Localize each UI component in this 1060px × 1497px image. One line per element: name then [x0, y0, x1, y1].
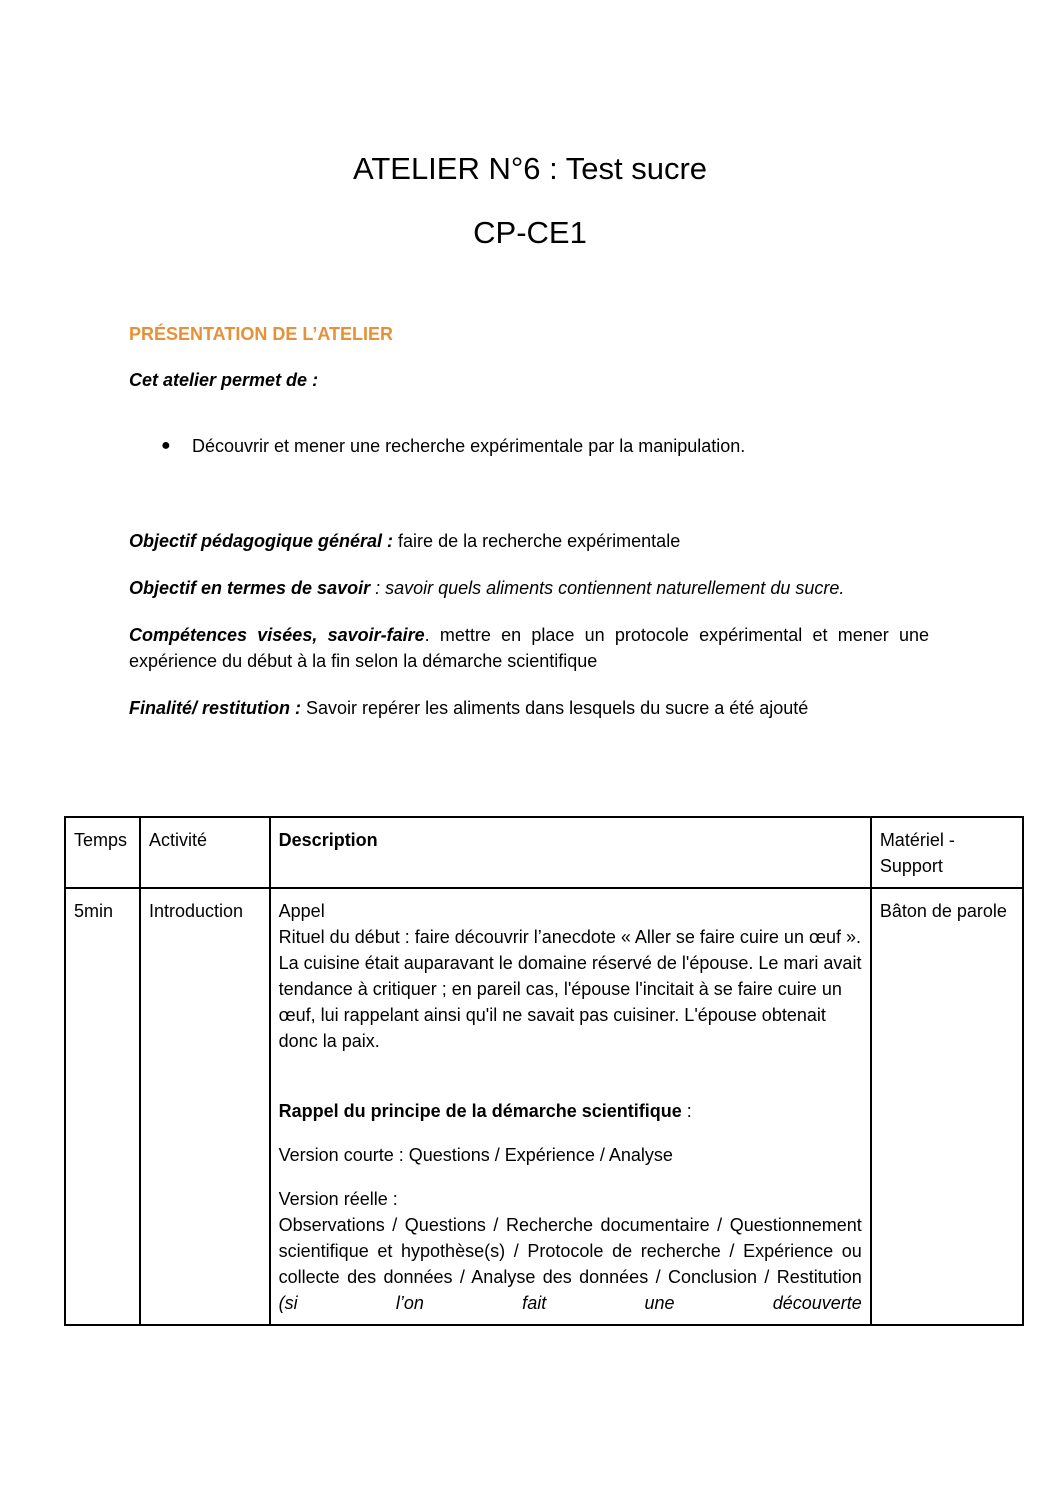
desc-rappel	[279, 1098, 862, 1124]
finalite-label: Finalité/ restitution :	[129, 698, 302, 718]
table-header-row	[65, 817, 1023, 888]
objective-general	[129, 528, 929, 554]
desc-version-reelle-label: Version réelle :	[278, 1189, 398, 1209]
objective-savoir	[129, 575, 929, 601]
header-temps: Temps	[65, 817, 140, 888]
competences-text: . mettre en place un protocole expérimental et mener une expérience du début à la fin selon la démarche scientifique	[129, 625, 929, 671]
page-subtitle: CP-CE1	[473, 215, 587, 250]
desc-rituel: Rituel du début : faire découvrir l’anecdote « Aller se faire cuire un œuf ». La cuisine était auparavant le domaine réservé de l'épouse. Le mari avait tendance à critiquer ; en pareil cas, l'épouse l'incitait à se faire cuire un œuf, lui rappelant ainsi qu'il ne savait pas cuisiner. L'épouse obtenait donc la paix.	[278, 927, 862, 1051]
finalite	[129, 695, 929, 721]
competences	[129, 622, 929, 674]
desc-version-reelle-text: Observations / Questions / Recherche documentaire / Questionnement scientifique et hypothèse(s) / Protocole de recherche / Expérience ou collecte des données / Analyse des données / Conclusion / Restitution	[278, 1215, 862, 1287]
desc-appel: Appel	[278, 901, 325, 921]
cell-activite: Introduction	[140, 888, 270, 1325]
cell-description	[270, 888, 871, 1325]
desc-version-reelle	[279, 1212, 862, 1316]
bullet-item: Découvrir et mener une recherche expérimentale par la manipulation.	[192, 436, 746, 456]
header-description: Description	[270, 817, 871, 888]
desc-version-courte: Version courte : Questions / Expérience / Analyse	[278, 1145, 673, 1165]
desc-rappel-rest: :	[681, 1101, 692, 1121]
bullet-icon: ●	[161, 437, 171, 454]
header-activite: Activité	[140, 817, 270, 888]
objective-savoir-label: Objectif en termes de savoir	[129, 578, 371, 598]
desc-rappel-bold: Rappel du principe de la démarche scientifique	[278, 1101, 682, 1121]
intro-label: Cet atelier permet de :	[129, 370, 319, 390]
objective-savoir-text: : savoir quels aliments contiennent naturellement du sucre.	[370, 578, 845, 598]
table-row	[65, 888, 1023, 1325]
page-title: ATELIER N°6 : Test sucre	[352, 151, 708, 186]
cell-materiel: Bâton de parole	[871, 888, 1023, 1325]
section-heading: PRÉSENTATION DE L’ATELIER	[129, 324, 394, 344]
finalite-text: Savoir repérer les aliments dans lesquels du sucre a été ajouté	[301, 698, 809, 718]
lesson-plan-table	[64, 816, 1024, 1326]
cell-temps: 5min	[65, 888, 140, 1325]
objective-general-text: faire de la recherche expérimentale	[393, 531, 681, 551]
competences-label: Compétences visées, savoir-faire	[129, 625, 425, 645]
desc-version-reelle-italic: (si l’on fait une découverte	[278, 1293, 862, 1313]
objective-general-label: Objectif pédagogique général :	[129, 531, 394, 551]
header-materiel: Matériel - Support	[871, 817, 1023, 888]
